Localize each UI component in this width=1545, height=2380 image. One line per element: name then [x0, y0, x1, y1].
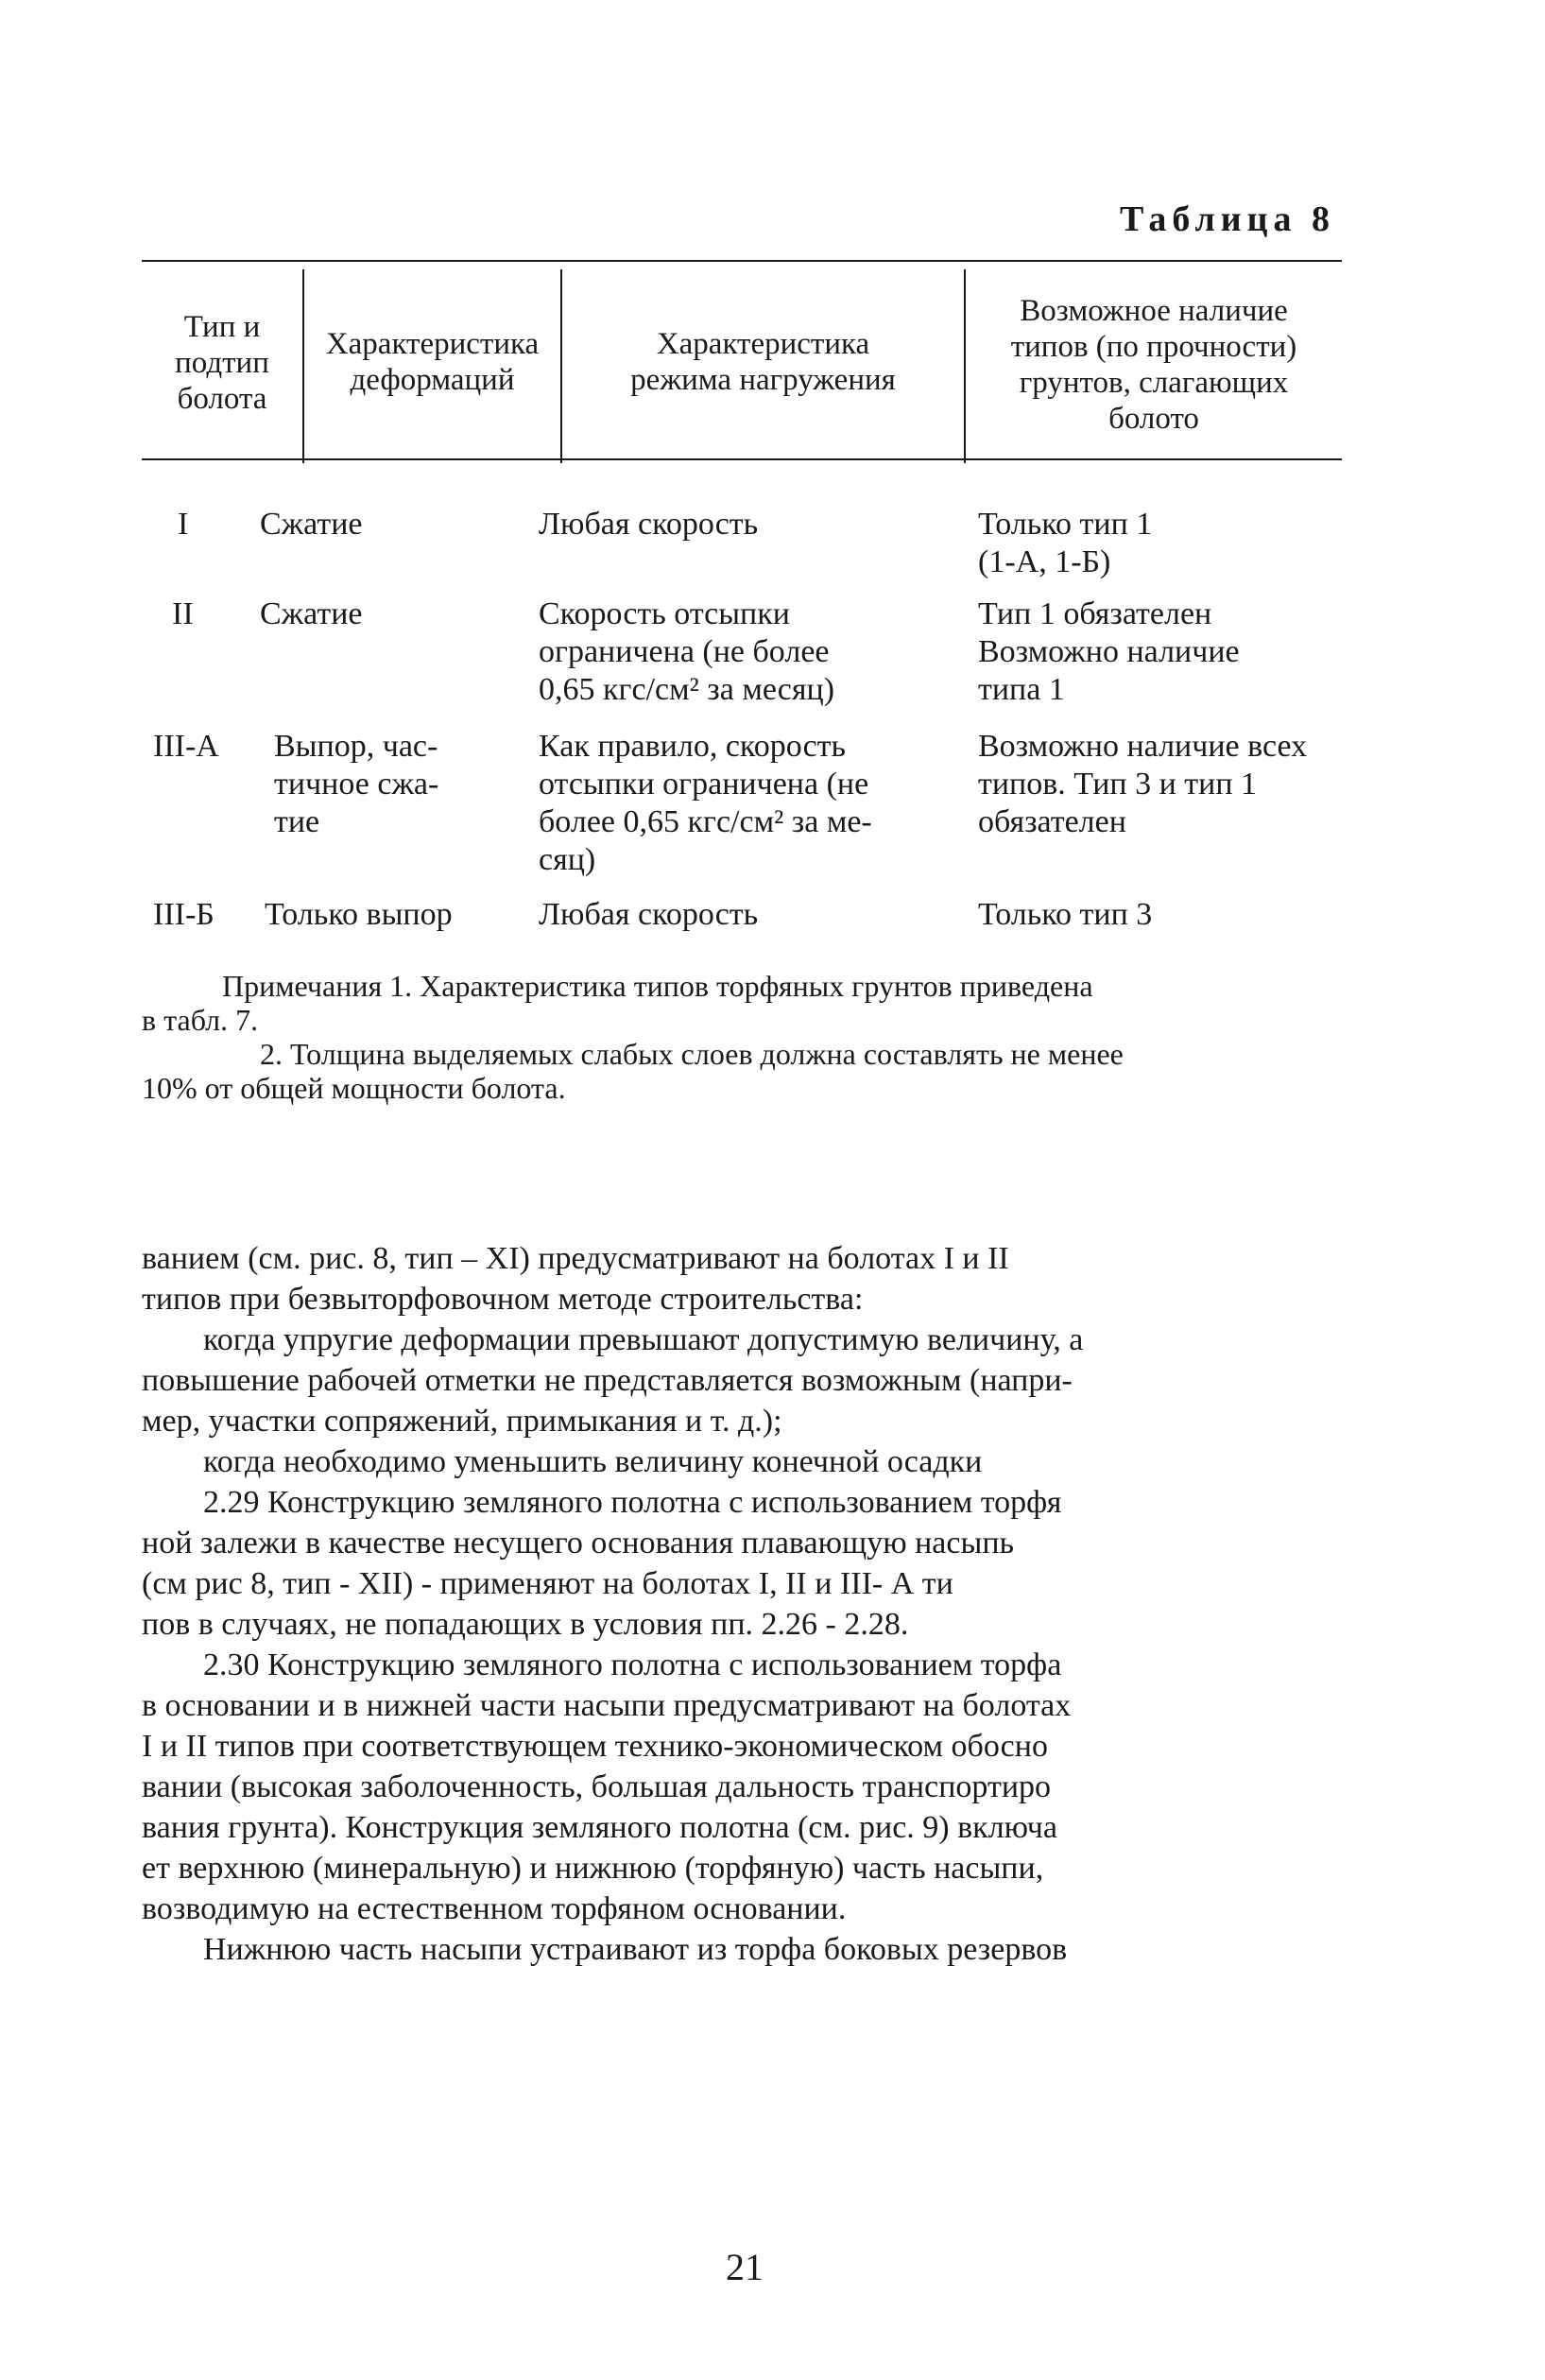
text-line: типов при безвыторфовочном методе строительства: — [142, 1282, 864, 1317]
table-top-rule — [142, 260, 1342, 262]
cell-type: II — [172, 596, 194, 631]
text-line: когда упругие деформации превышают допустимую величину, а — [203, 1322, 1084, 1357]
note-line: в табл. 7. — [142, 1003, 259, 1037]
text-line: ванием (см. рис. 8, тип – XI) предусматривают на болотах I и II — [142, 1241, 1009, 1276]
header-deformation: Характеристика деформаций — [325, 327, 540, 397]
text-line: 2.30 Конструкцию земляного полотна с использованием торфа — [203, 1647, 1062, 1682]
text-line: вания грунта). Конструкция земляного полотна (см. рис. 9) включа — [142, 1810, 1057, 1845]
header-type: Тип и подтип болота — [175, 310, 269, 416]
cell-loading: Любая скорость — [539, 897, 759, 932]
text-line: пов в случаях, не попадающих в условия пп. 2.26 - 2.28. — [142, 1607, 909, 1642]
cell-loading: Как правило, скорость отсыпки ограничена (не более 0,65 кгс/см² за ме- сяц) — [539, 729, 872, 877]
cell-type: I — [178, 507, 189, 542]
body-text — [142, 1238, 1351, 1970]
text-line: когда необходимо уменьшить величину конечной осадки — [203, 1444, 983, 1479]
text-line: повышение рабочей отметки не представляется возможным (напри- — [142, 1363, 1073, 1398]
header-soils: Возможное наличие типов (по прочности) грунтов, слагающих болото — [1010, 294, 1297, 436]
text-line: вании (высокая заболоченность, большая дальность транспортиро — [142, 1769, 1052, 1804]
text-line: 2.29 Конструкцию земляного полотна с использованием торфя — [203, 1485, 1062, 1520]
note-line: 10% от общей мощности болота. — [142, 1071, 566, 1105]
cell-deformation: Выпор, час- тичное сжа- тие — [274, 729, 439, 839]
text-line: ет верхнюю (минеральную) и нижнюю (торфяную) часть насыпи, — [142, 1851, 1044, 1886]
cell-soils: Возможно наличие всех типов. Тип 3 и тип 1 обязателен — [978, 729, 1308, 839]
cell-type: III-А — [153, 729, 219, 764]
page-number: 21 — [726, 2246, 764, 2288]
text-line: I и II типов при соответствующем технико-экономическом обосно — [142, 1729, 1048, 1764]
note-line: Примечания 1. Характеристика типов торфяных грунтов приведена — [222, 969, 1093, 1003]
text-line: в основании и в нижней части насыпи предусматривают на болотах — [142, 1688, 1072, 1723]
text-line: Нижнюю часть насыпи устраивают из торфа боковых резервов — [203, 1932, 1068, 1967]
table-caption: Таблица 8 — [1120, 199, 1336, 239]
cell-type: III-Б — [153, 897, 215, 932]
note-line: 2. Толщина выделяемых слабых слоев должна составлять не менее — [260, 1037, 1124, 1071]
text-line: возводимую на естественном торфяном основании. — [142, 1891, 847, 1926]
cell-loading: Скорость отсыпки ограничена (не более 0,65 кгс/см² за месяц) — [539, 596, 835, 707]
cell-deformation: Сжатие — [260, 507, 363, 542]
cell-deformation: Только выпор — [265, 897, 453, 932]
text-line: (см рис 8, тип - XII) - применяют на болотах I, II и III- А ти — [142, 1566, 953, 1601]
cell-deformation: Сжатие — [260, 596, 363, 631]
header-loading: Характеристика режима нагружения — [630, 327, 896, 397]
cell-loading: Любая скорость — [539, 507, 759, 542]
cell-soils: Тип 1 обязателен Возможно наличие типа 1 — [978, 596, 1240, 707]
text-line: мер, участки сопряжений, примыкания и т. д.); — [142, 1404, 782, 1439]
cell-soils: Только тип 3 — [978, 897, 1153, 932]
text-line: ной залежи в качестве несущего основания плавающую насыпь — [142, 1526, 1015, 1561]
cell-soils: Только тип 1 (1-А, 1-Б) — [978, 507, 1153, 579]
table-notes — [142, 969, 1342, 1105]
table-header-rule — [142, 458, 1342, 460]
